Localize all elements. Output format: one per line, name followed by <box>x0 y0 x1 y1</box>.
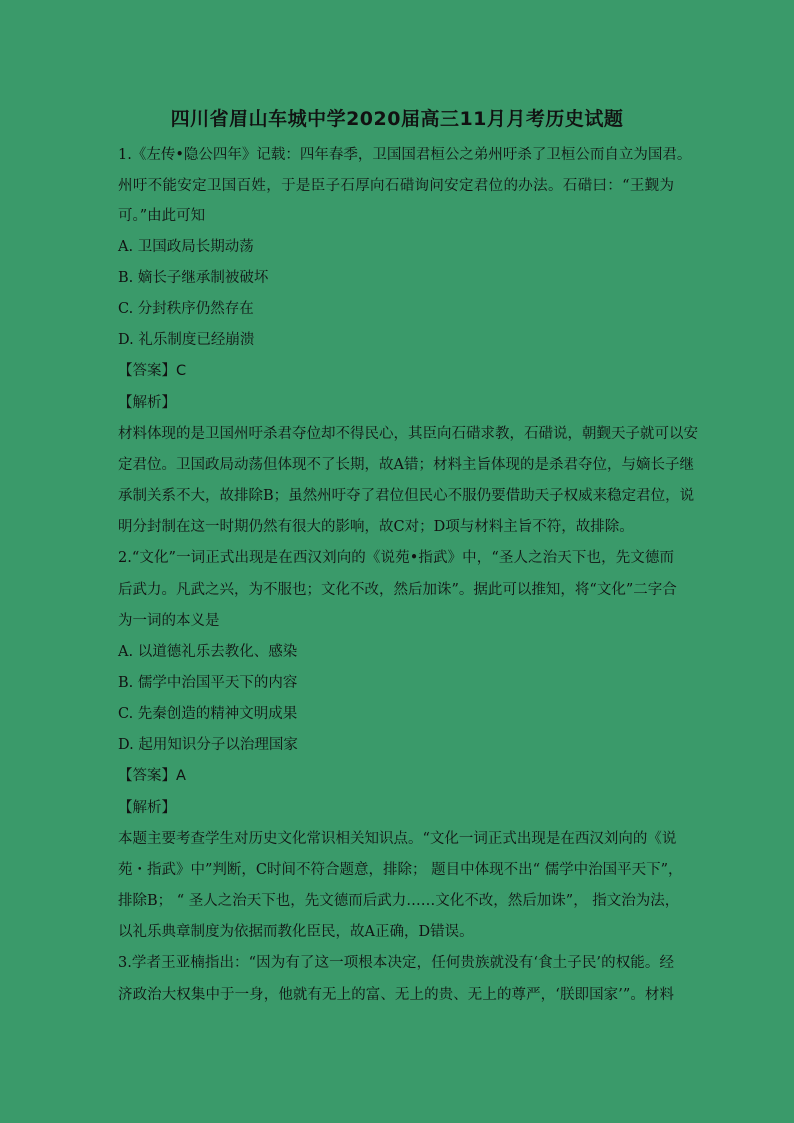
q2-stem-line-2: 后武力。凡武之兴，为不服也；文化不改，然后加诛”。据此可以推知，将“文化”二字合 <box>118 582 677 598</box>
page-title: 四川省眉山车城中学2020届高三11月月考历史试题 <box>170 108 624 130</box>
q3-stem-line-1: 3.学者王亚楠指出：“因为有了这一项根本决定，任何贵族就没有‘食土子民’的权能。经 <box>118 955 674 971</box>
q1-analysis-heading: 【解析】 <box>118 395 176 411</box>
q2-option-a: A. 以道德礼乐去教化、感染 <box>118 644 298 660</box>
q1-option-c: C. 分封秩序仍然存在 <box>118 301 254 317</box>
q3-stem-line-2: 济政治大权集中于一身，他就有无上的富、无上的贵、无上的尊严，‘朕即国家’”。材料 <box>118 987 674 1003</box>
q1-answer: 【答案】C <box>118 363 187 379</box>
q1-option-b: B. 嫡长子继承制被破坏 <box>118 270 269 286</box>
q1-option-d: D. 礼乐制度已经崩溃 <box>118 332 255 348</box>
q2-answer: 【答案】A <box>118 768 186 784</box>
q1-stem-line-3: 可。”由此可知 <box>118 208 206 224</box>
q1-stem-line-1: 1.《左传•隐公四年》记载：四年春季，卫国国君桓公之弟州吁杀了卫桓公而自立为国君。 <box>118 147 692 163</box>
q2-analysis-line-3: 排除B； “ 圣人之治天下也，先文德而后武力……文化不改，然后加诛”， 指文治为法， <box>118 893 680 909</box>
q1-option-a: A. 卫国政局长期动荡 <box>118 239 254 255</box>
q2-analysis-heading: 【解析】 <box>118 800 176 816</box>
q2-stem-line-3: 为一词的本义是 <box>118 613 220 629</box>
q2-analysis-line-4: 以礼乐典章制度为依据而教化臣民，故A正确，D错误。 <box>118 924 474 940</box>
q1-stem-line-2: 州吁不能安定卫国百姓，于是臣子石厚向石碏询问安定君位的办法。石碏曰：“王觐为 <box>118 178 674 194</box>
q2-analysis-line-2: 苑・指武》中”判断，C时间不符合题意，排除； 题目中体现不出“ 儒学中治国平天下”， <box>118 862 683 878</box>
q1-analysis-line-2: 定君位。卫国政局动荡但体现不了长期，故A错；材料主旨体现的是杀君夺位，与嫡长子继 <box>118 457 694 473</box>
q2-stem-line-1: 2.“文化”一词正式出现是在西汉刘向的《说苑•指武》中，“圣人之治天下也，先文德而 <box>118 550 674 566</box>
q2-analysis-line-1: 本题主要考查学生对历史文化常识相关知识点。“文化一词正式出现是在西汉刘向的《说 <box>118 831 677 847</box>
q1-analysis-line-1: 材料体现的是卫国州吁杀君夺位却不得民心，其臣向石碏求教，石碏说，朝觐天子就可以安 <box>118 426 698 442</box>
q2-option-c: C. 先秦创造的精神文明成果 <box>118 706 298 722</box>
q1-analysis-line-3: 承制关系不大，故排除B；虽然州吁夺了君位但民心不服仍要借助天子权威来稳定君位，说 <box>118 488 695 504</box>
q2-option-d: D. 起用知识分子以治理国家 <box>118 737 298 753</box>
q1-analysis-line-4: 明分封制在这一时期仍然有很大的影响，故C对；D项与材料主旨不符，故排除。 <box>118 519 634 535</box>
q2-option-b: B. 儒学中治国平天下的内容 <box>118 675 298 691</box>
